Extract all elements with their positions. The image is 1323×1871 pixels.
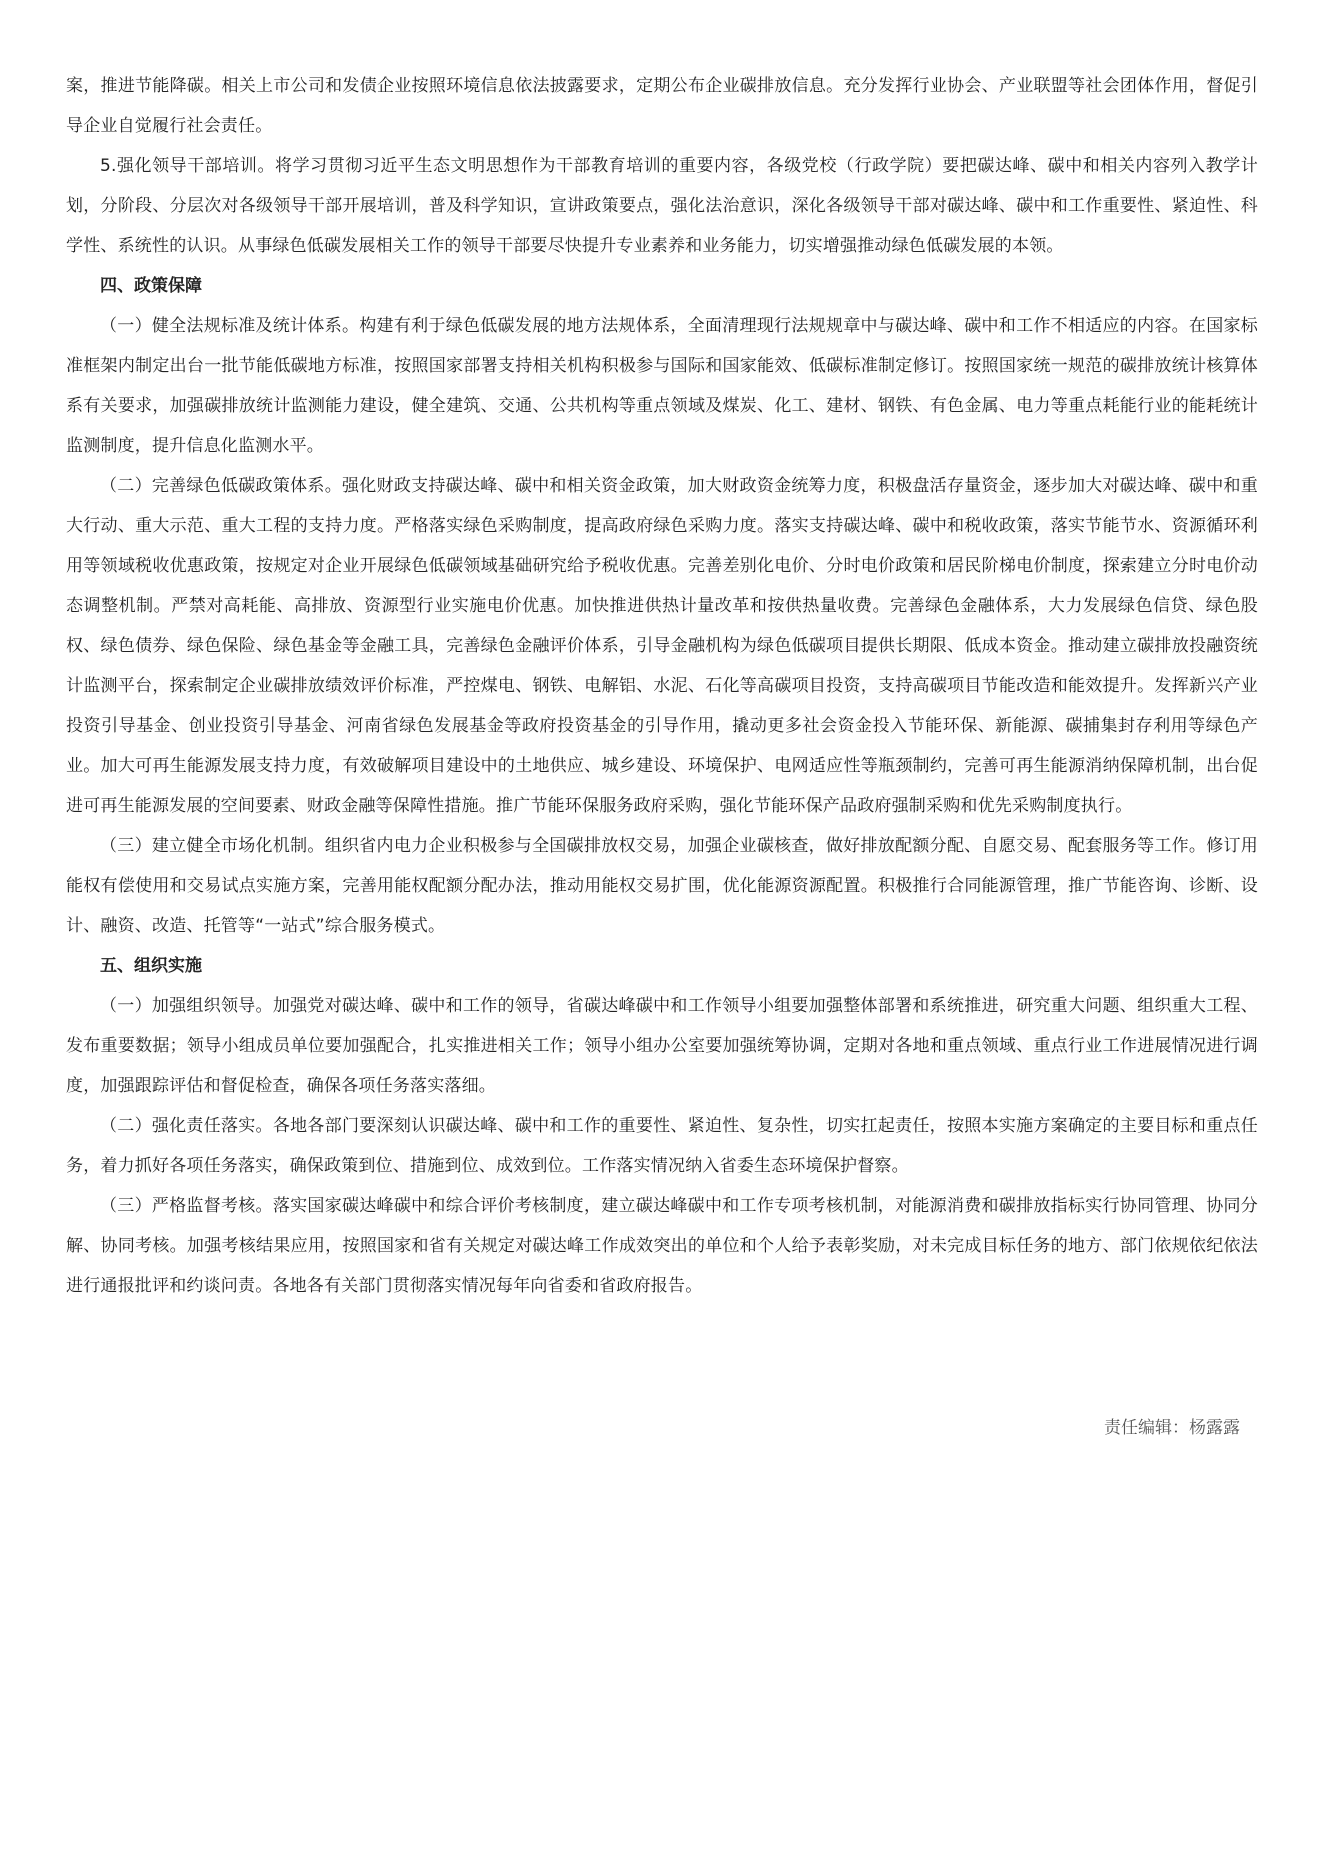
section-heading-implementation: 五、组织实施	[100, 956, 202, 976]
paragraph-regulations: （一）健全法规标准及统计体系。构建有利于绿色低碳发展的地方法规体系，全面清理现行法规规章中与碳达峰、碳中和工作不相适应的内容。在国家标准框架内制定出台一批节能低碳地方标准，按照国家部署支持相关机构积极参与国际和国家能效、低碳标准制定修订。按照国家统一规范的碳排放统计核算体系有关要求，加强碳排放统计监测能力建设，健全建筑、交通、公共机构等重点领域及煤炭、化工、建材、钢铁、有色金属、电力等重点耗能行业的能耗统计监测制度，提升信息化监测水平。	[66, 316, 1258, 456]
paragraph-green-policy: （二）完善绿色低碳政策体系。强化财政支持碳达峰、碳中和相关资金政策，加大财政资金统筹力度，积极盘活存量资金，逐步加大对碳达峰、碳中和重大行动、重大示范、重大工程的支持力度。严格落实绿色采购制度，提高政府绿色采购力度。落实支持碳达峰、碳中和税收政策，落实节能节水、资源循环利用等领域税收优惠政策，按规定对企业开展绿色低碳领域基础研究给予税收优惠。完善差别化电价、分时电价政策和居民阶梯电价制度，探索建立分时电价动态调整机制。严禁对高耗能、高排放、资源型行业实施电价优惠。加快推进供热计量改革和按供热量收费。完善绿色金融体系，大力发展绿色信贷、绿色股权、绿色债券、绿色保险、绿色基金等金融工具，完善绿色金融评价体系，引导金融机构为绿色低碳项目提供长期限、低成本资金。推动建立碳排放投融资统计监测平台，探索制定企业碳排放绩效评价标准，严控煤电、钢铁、电解铝、水泥、石化等高碳项目投资，支持高碳项目节能改造和能效提升。发挥新兴产业投资引导基金、创业投资引导基金、河南省绿色发展基金等政府投资基金的引导作用，撬动更多社会资金投入节能环保、新能源、碳捕集封存利用等绿色产业。加大可再生能源发展支持力度，有效破解项目建设中的土地供应、城乡建设、环境保护、电网适应性等瓶颈制约，完善可再生能源消纳保障机制，出台促进可再生能源发展的空间要素、财政金融等保障性措施。推广节能环保服务政府采购，强化节能环保产品政府强制采购和优先采购制度执行。	[66, 476, 1258, 816]
editor-credit: 责任编辑：杨露露	[1104, 1418, 1240, 1438]
paragraph-supervision: （三）严格监督考核。落实国家碳达峰碳中和综合评价考核制度，建立碳达峰碳中和工作专项考核机制，对能源消费和碳排放指标实行协同管理、协同分解、协同考核。加强考核结果应用，按照国家和省有关规定对碳达峰工作成效突出的单位和个人给予表彰奖励，对未完成目标任务的地方、部门依规依纪依法进行通报批评和约谈问责。各地各有关部门贯彻落实情况每年向省委和省政府报告。	[66, 1196, 1258, 1296]
paragraph-leader-training: 5.强化领导干部培训。将学习贯彻习近平生态文明思想作为干部教育培训的重要内容，各级党校（行政学院）要把碳达峰、碳中和相关内容列入教学计划，分阶段、分层次对各级领导干部开展培训，普及科学知识，宣讲政策要点，强化法治意识，深化各级领导干部对碳达峰、碳中和工作重要性、紧迫性、科学性、系统性的认识。从事绿色低碳发展相关工作的领导干部要尽快提升专业素养和业务能力，切实增强推动绿色低碳发展的本领。	[66, 156, 1258, 256]
article-body	[66, 66, 1258, 1306]
paragraph-leadership: （一）加强组织领导。加强党对碳达峰、碳中和工作的领导，省碳达峰碳中和工作领导小组要加强整体部署和系统推进，研究重大问题、组织重大工程、发布重要数据；领导小组成员单位要加强配合，扎实推进相关工作；领导小组办公室要加强统筹协调，定期对各地和重点领域、重点行业工作进展情况进行调度，加强跟踪评估和督促检查，确保各项任务落实落细。	[66, 996, 1258, 1096]
paragraph-continued: 案，推进节能降碳。相关上市公司和发债企业按照环境信息依法披露要求，定期公布企业碳排放信息。充分发挥行业协会、产业联盟等社会团体作用，督促引导企业自觉履行社会责任。	[66, 76, 1258, 136]
section-heading-policy: 四、政策保障	[100, 276, 202, 296]
paragraph-market-mechanism: （三）建立健全市场化机制。组织省内电力企业积极参与全国碳排放权交易，加强企业碳核查，做好排放配额分配、自愿交易、配套服务等工作。修订用能权有偿使用和交易试点实施方案，完善用能权配额分配办法，推动用能权交易扩围，优化能源资源配置。积极推行合同能源管理，推广节能咨询、诊断、设计、融资、改造、托管等“一站式”综合服务模式。	[66, 836, 1258, 936]
paragraph-responsibility: （二）强化责任落实。各地各部门要深刻认识碳达峰、碳中和工作的重要性、紧迫性、复杂性，切实扛起责任，按照本实施方案确定的主要目标和重点任务，着力抓好各项任务落实，确保政策到位、措施到位、成效到位。工作落实情况纳入省委生态环境保护督察。	[66, 1116, 1258, 1176]
